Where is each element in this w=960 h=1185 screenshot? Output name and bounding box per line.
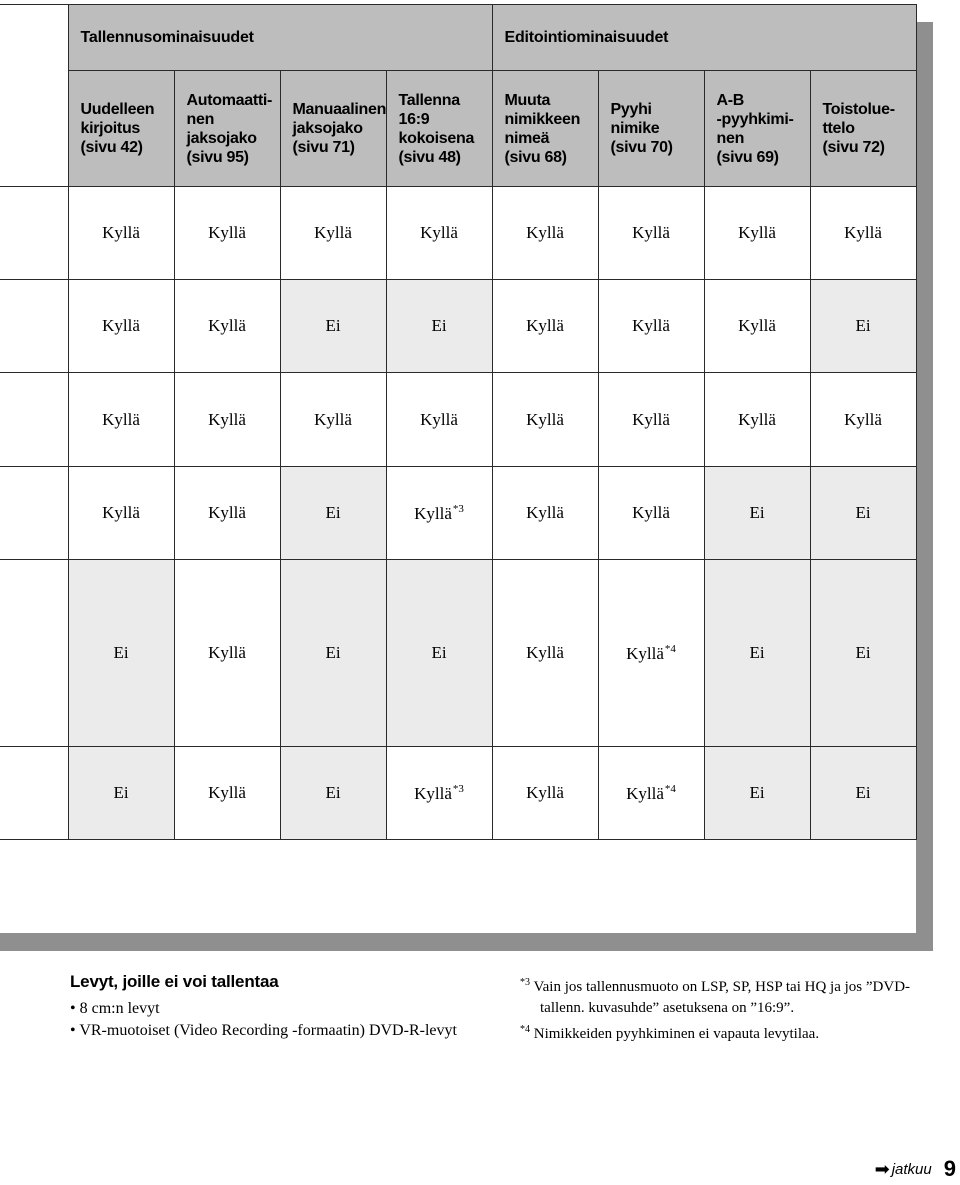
table-cell (598, 747, 704, 840)
column-header-line: A-B (716, 91, 745, 109)
row-side-cell (0, 467, 68, 560)
table-cell (492, 747, 598, 840)
table-row (0, 467, 916, 560)
cell-value: Kyllä (844, 223, 882, 242)
cell-value: Ei (431, 316, 447, 335)
cell-value: Kyllä (414, 783, 452, 803)
table-cell (704, 187, 810, 280)
footnote (520, 972, 940, 1019)
column-header-line: nimike (610, 120, 660, 137)
column-header-line: (sivu 71) (292, 139, 355, 156)
table-cell (174, 560, 280, 747)
table-cell (492, 187, 598, 280)
cell-value: Kyllä (738, 316, 776, 335)
footnote-mark: *3 (520, 977, 530, 988)
cell-value: Kyllä (314, 409, 352, 429)
table-cell (492, 373, 598, 467)
column-header-line: Muuta (504, 91, 551, 109)
cell-value: Kyllä (208, 409, 246, 429)
table-row (0, 560, 916, 747)
footnote-mark: *4 (520, 1024, 530, 1035)
table-cell (704, 560, 810, 747)
row-side-cell (0, 187, 68, 280)
footnote-text: Vain jos tallennusmuoto on LSP, SP, HSP tai HQ ja jos ”DVD-tallenn. kuvasuhde” asetuksena on ”16:9”. (533, 979, 911, 1016)
table-cell (598, 467, 704, 560)
table-cell (386, 560, 492, 747)
table-cell (386, 187, 492, 280)
cell-value: Ei (855, 643, 871, 662)
cell-value: Ei (749, 503, 765, 522)
cell-value: Kyllä (632, 223, 670, 242)
group-editing: Editointiominaisuudet (492, 5, 916, 71)
table-cell (386, 467, 492, 560)
row-side-cell (0, 747, 68, 840)
column-header (810, 71, 916, 187)
cell-value: Kyllä (632, 503, 670, 522)
column-header-line: (sivu 72) (822, 139, 885, 156)
cell-value: Kyllä (632, 316, 670, 335)
cell-value: Ei (855, 503, 871, 522)
column-header-line: nen (186, 110, 215, 128)
column-header-line: Manuaalinen (292, 101, 387, 118)
table-cell (68, 187, 174, 280)
cell-value: Kyllä (102, 409, 140, 429)
table-cell (174, 373, 280, 467)
column-header-line: Toistolue- (822, 101, 895, 118)
cell-value: Kyllä (314, 223, 352, 242)
cell-value: Ei (325, 503, 341, 522)
table-cell (810, 280, 916, 373)
column-header-line: jaksojako (186, 129, 257, 147)
table-cell (174, 747, 280, 840)
cell-value: Ei (749, 643, 765, 662)
side-header-cell (0, 5, 68, 187)
table-cell (492, 467, 598, 560)
table-cell (174, 187, 280, 280)
cell-value: Kyllä (844, 409, 882, 429)
cell-value: Kyllä (526, 409, 564, 429)
unsupported-discs-note (70, 972, 490, 1042)
footnote-ref: *3 (452, 782, 464, 795)
table-cell (492, 560, 598, 747)
continue-arrow-icon: ➡ (874, 1158, 890, 1180)
column-header-row (0, 71, 916, 187)
cell-value: Kyllä (626, 643, 664, 663)
continue-label: jatkuu (891, 1160, 932, 1178)
column-header (386, 71, 492, 187)
cell-value: Ei (325, 643, 341, 662)
table-cell (598, 187, 704, 280)
table-cell (598, 373, 704, 467)
table-cell (704, 280, 810, 373)
table-cell (280, 373, 386, 467)
table-cell (280, 560, 386, 747)
table-row (0, 187, 916, 280)
table-cell (280, 187, 386, 280)
table-cell (810, 187, 916, 280)
cell-value: Kyllä (102, 503, 140, 522)
table-cell (704, 747, 810, 840)
column-header-line: 16:9 (398, 110, 430, 128)
cell-value: Kyllä (626, 783, 664, 803)
feature-grid (0, 4, 917, 840)
cell-value: Kyllä (208, 783, 246, 802)
table-cell (280, 280, 386, 373)
column-header-line: kirjoitus (80, 120, 141, 137)
table-cell (280, 467, 386, 560)
footnote (520, 1019, 940, 1045)
table-cell (810, 747, 916, 840)
cell-value: Kyllä (208, 503, 246, 522)
column-header (598, 71, 704, 187)
column-header (280, 71, 386, 187)
column-header-line: -pyyhkimi- (716, 110, 794, 128)
column-header-line: Pyyhi (610, 101, 652, 118)
column-header (68, 71, 174, 187)
table-cell (68, 467, 174, 560)
list-item-text: VR-muotoiset (Video Recording -formaatin) DVD-R-levyt (79, 1022, 457, 1039)
column-header (704, 71, 810, 187)
cell-value: Ei (431, 643, 447, 662)
table-cell (386, 280, 492, 373)
group-header-row (0, 5, 916, 71)
footnote-text: Nimikkeiden pyyhkiminen ei vapauta levytilaa. (533, 1026, 820, 1042)
table-cell (704, 373, 810, 467)
row-side-cell (0, 560, 68, 747)
list-item (70, 998, 490, 1020)
feature-table (0, 4, 916, 933)
cell-value: Kyllä (420, 223, 458, 242)
table-cell (386, 373, 492, 467)
bullet-icon: • (70, 1022, 80, 1039)
cell-value: Kyllä (738, 409, 776, 429)
cell-value: Ei (749, 783, 765, 802)
column-header-line: (sivu 42) (80, 139, 143, 156)
cell-value: Kyllä (526, 316, 564, 335)
table-cell (386, 747, 492, 840)
table-cell (704, 467, 810, 560)
table-cell (68, 560, 174, 747)
column-header-line: ttelo (822, 120, 855, 137)
cell-value: Kyllä (420, 409, 458, 429)
cell-value: Kyllä (414, 503, 452, 523)
row-side-cell (0, 373, 68, 467)
table-cell (280, 747, 386, 840)
footnote-ref: *4 (664, 782, 676, 795)
column-header-line: jaksojako (292, 120, 363, 137)
column-header (174, 71, 280, 187)
list-item-text: 8 cm:n levyt (79, 1000, 160, 1017)
page-number: 9 (943, 1156, 956, 1181)
table-cell (68, 373, 174, 467)
cell-value: Kyllä (738, 223, 776, 242)
list-item (70, 1020, 490, 1042)
table-row (0, 280, 916, 373)
notes-heading: Levyt, joille ei voi tallentaa (70, 972, 279, 991)
table-cell (68, 280, 174, 373)
column-header (492, 71, 598, 187)
cell-value: Kyllä (526, 503, 564, 522)
column-header-line: (sivu 70) (610, 139, 673, 156)
column-header-line: Tallenna (398, 91, 460, 109)
table-cell (810, 467, 916, 560)
cell-value: Kyllä (102, 316, 140, 335)
table-cell (174, 467, 280, 560)
row-side-cell (0, 280, 68, 373)
table-cell (598, 560, 704, 747)
cell-value: Ei (113, 783, 129, 802)
table-row (0, 747, 916, 840)
column-header-line: (sivu 48) (398, 148, 461, 166)
cell-value: Kyllä (526, 783, 564, 802)
column-header-line: nen (716, 129, 745, 147)
table-cell (492, 280, 598, 373)
table-cell (598, 280, 704, 373)
notes-list (70, 998, 490, 1042)
cell-value: Ei (855, 316, 871, 335)
cell-value: Ei (855, 783, 871, 802)
cell-value: Kyllä (208, 223, 246, 242)
column-header-line: (sivu 68) (504, 148, 567, 166)
footnote-ref: *4 (664, 642, 676, 655)
table-cell (174, 280, 280, 373)
page-footer (875, 1153, 956, 1185)
cell-value: Kyllä (526, 643, 564, 662)
footnote-ref: *3 (452, 502, 464, 515)
column-header-line: kokoisena (398, 129, 475, 147)
cell-value: Kyllä (102, 223, 140, 242)
table-cell (810, 373, 916, 467)
column-header-line: nimikkeen (504, 110, 581, 128)
bullet-icon: • (70, 1000, 80, 1017)
table-cell (68, 747, 174, 840)
group-recording: Tallennusominaisuudet (68, 5, 492, 71)
footnotes (520, 972, 940, 1045)
column-header-line: Uudelleen (80, 101, 155, 118)
table-row (0, 373, 916, 467)
cell-value: Kyllä (526, 223, 564, 242)
cell-value: Kyllä (208, 316, 246, 335)
cell-value: Ei (325, 316, 341, 335)
column-header-line: (sivu 95) (186, 148, 249, 166)
column-header-line: (sivu 69) (716, 148, 779, 166)
column-header-line: nimeä (504, 129, 550, 147)
cell-value: Kyllä (208, 643, 246, 662)
cell-value: Ei (325, 783, 341, 802)
column-header-line: Automaatti- (186, 91, 273, 109)
cell-value: Ei (113, 643, 129, 662)
cell-value: Kyllä (632, 409, 670, 429)
table-cell (810, 560, 916, 747)
